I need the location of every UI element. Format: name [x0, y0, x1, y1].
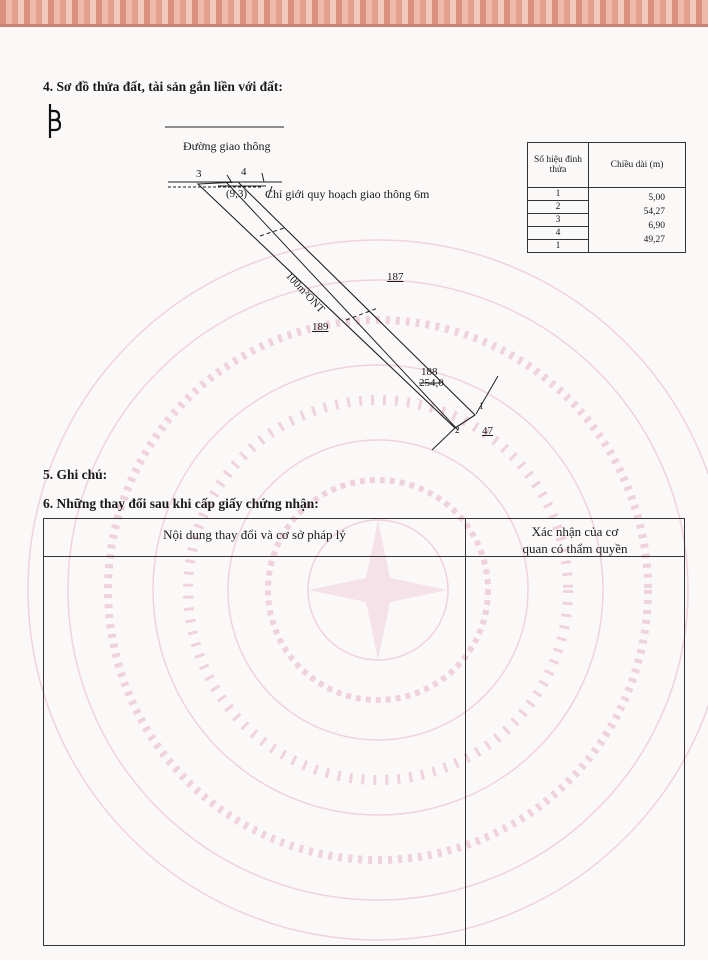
section-6-heading: 6. Những thay đổi sau khi cấp giấy chứng nhận: [43, 496, 319, 511]
changes-table [43, 518, 685, 946]
road-label: Đường giao thông [183, 139, 271, 153]
authority-header-line-2: quan có thẩm quyền [522, 540, 628, 556]
vertex-id-cell: 1 [528, 188, 589, 201]
section-5-heading: 5. Ghi chú: [43, 467, 108, 482]
neighbor-47: 47 [482, 425, 493, 437]
neighbor-187: 187 [387, 271, 404, 283]
vertex-1-label: 1 [479, 401, 484, 411]
header-vertex-id: Số hiệu đỉnh thửa [528, 143, 589, 188]
length-column [589, 188, 686, 253]
vertex-id-cell: 4 [528, 227, 589, 240]
neighbor-189: 189 [312, 321, 329, 333]
vertex-length-table [527, 142, 686, 253]
planning-boundary-label: Chỉ giới quy hoạch giao thông 6m [265, 187, 430, 201]
length-value: 54,27 [643, 207, 665, 217]
vertex-id-cell: 1 [528, 240, 589, 253]
section-4-heading: 4. Sơ đồ thửa đất, tài sản gắn liền với đất: [43, 79, 283, 94]
area-label: 100m²ONT [283, 270, 327, 316]
header-length: Chiều dài (m) [589, 143, 686, 188]
vertex-id-cell: 2 [528, 201, 589, 214]
vertex-2-label: 2 [455, 425, 460, 435]
authority-header-line-1: Xác nhận của cơ [531, 524, 619, 539]
vertex-id-cell: 3 [528, 214, 589, 227]
parcel-number: 188 [421, 366, 438, 378]
vertex-3-label: 3 [196, 168, 202, 180]
column-divider [465, 519, 466, 945]
authority-confirmation-header [466, 524, 684, 558]
changes-content-header: Nội dung thay đổi và cơ sở pháp lý [163, 527, 346, 542]
length-value: 6,90 [648, 221, 665, 231]
vertex-4-label: 4 [241, 166, 247, 178]
length-value: 5,00 [648, 193, 665, 203]
length-value: 49,27 [643, 235, 665, 245]
setback-label: (9,3) [226, 188, 248, 200]
parcel-area: 254,0 [419, 377, 444, 389]
